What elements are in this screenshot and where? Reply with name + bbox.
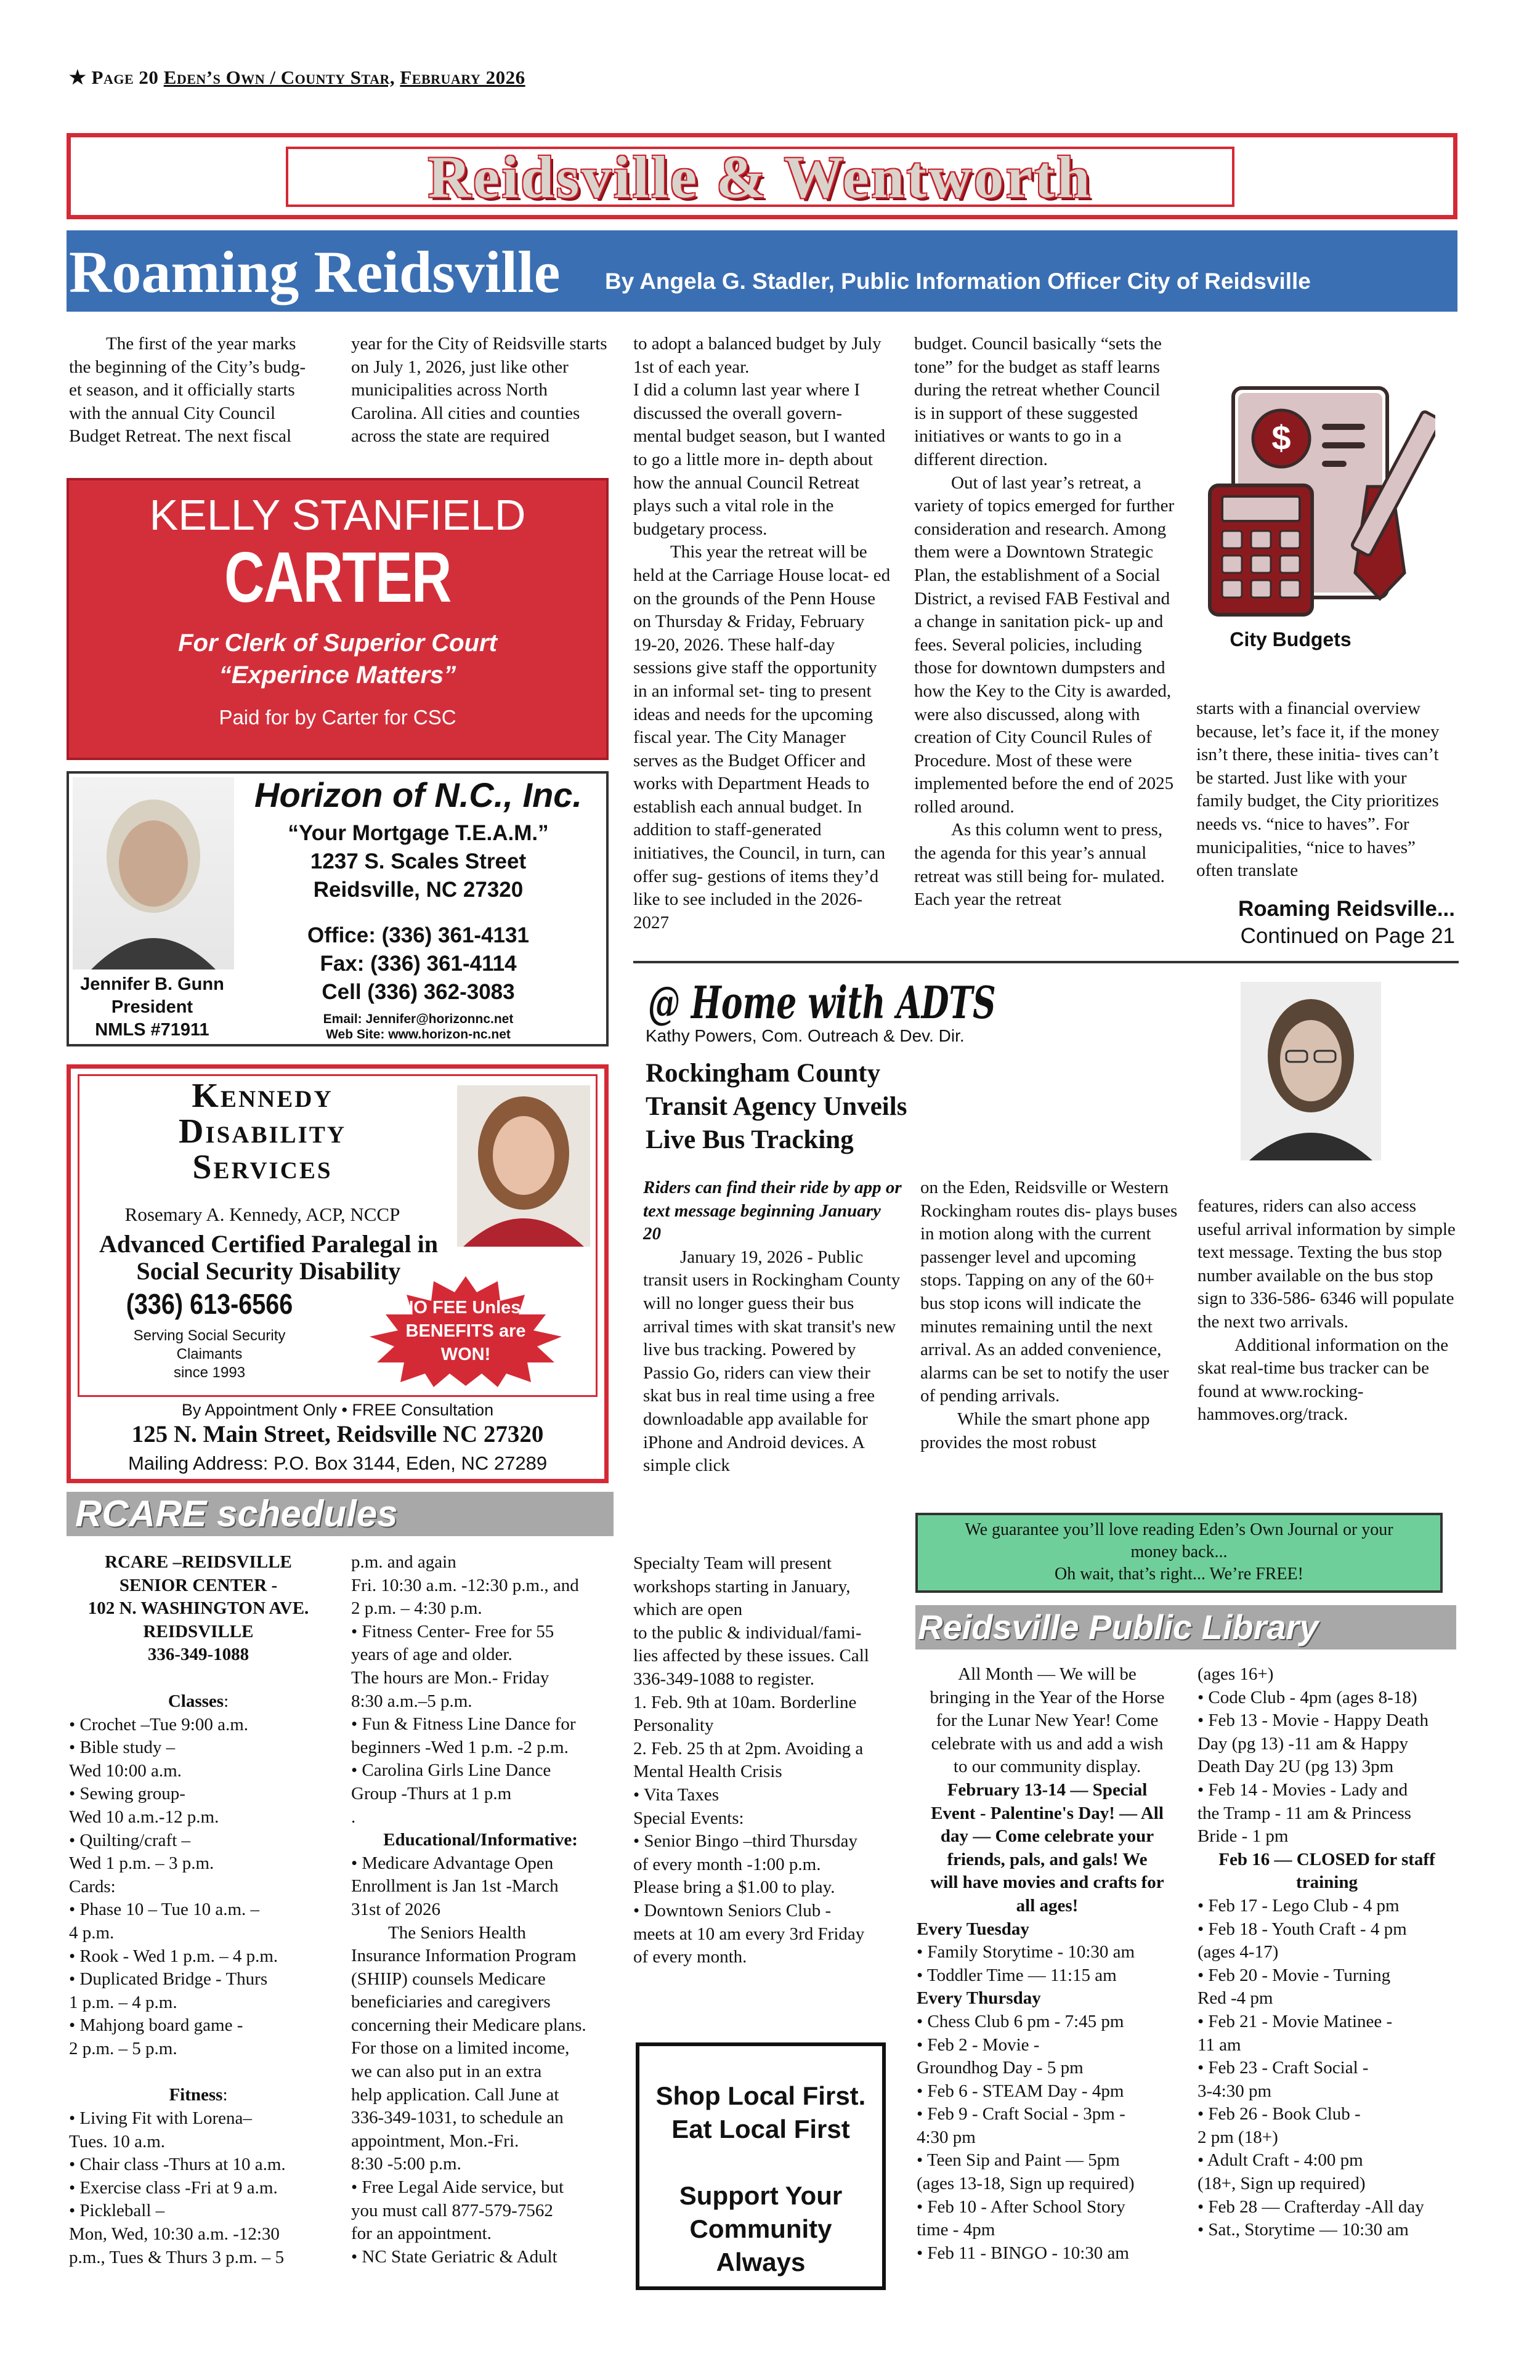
rcare-classes-heading: Classes: (168, 1691, 229, 1711)
list-item: • Feb 11 - BINGO - 10:30 am (917, 2243, 1129, 2263)
list-item: • Fitness Center- Free for 55 (351, 1621, 554, 1641)
portrait-icon (457, 1085, 590, 1247)
list-item: Wed 10 a.m.-12 p.m. (69, 1807, 219, 1827)
list-item: • Feb 23 - Craft Social - (1198, 2058, 1369, 2078)
library-intro (917, 1663, 1178, 1779)
article-paragraph: to adopt a balanced budget by July 1st of each year. (633, 334, 881, 377)
list-item: 2. Feb. 25 th at 2pm. Avoiding a (633, 1738, 864, 1759)
article-paragraph: This year the retreat will be held at the Carriage House locat- ed on the grounds of the Penn House on Thursday & Friday, February 19-20, 2026. These half-day sessions give staff the opportunity in an informal set- ting to present ideas and needs for the upcoming fiscal year. The City Manager serves as the Budget Officer and works with Department Heads to establish each annual budget. In addition to staff-generated initiatives, the Council, in turn, can offer sug- gestions of items they’d like to see included in the 2026-2027 (633, 542, 891, 933)
kennedy-ad-address: 125 N. Main Street, Reidsville NC 27320 (131, 1421, 544, 1447)
list-item: help application. Call June at (351, 2084, 559, 2105)
list-item: 2 p.m. – 4:30 p.m. (351, 1598, 482, 1619)
graphic-label: City Budgets (1230, 628, 1352, 650)
list-item: • Exercise class -Fri at 9 a.m. (69, 2177, 278, 2198)
adts-column-1 (643, 1176, 902, 1478)
list-item: beneficiaries and caregivers (351, 1992, 551, 2012)
list-item: p.m. and again (351, 1552, 456, 1572)
list-item: Mon, Wed, 10:30 a.m. -12:30 (69, 2224, 280, 2244)
list-item: p.m., Tues & Thurs 3 p.m. – 5 (69, 2247, 285, 2267)
horizon-ad-office-phone: Office: (336) 361-4131 (307, 923, 529, 947)
rcare-center-info (69, 1551, 328, 1667)
list-item: appointment, Mon.-Fri. (351, 2131, 519, 2151)
rcare-fitness-heading: Fitness: (169, 2085, 228, 2105)
list-item: 8:30 a.m.–5 p.m. (351, 1691, 472, 1711)
person-nmls: NMLS #71911 (95, 1020, 209, 1040)
no-fee-starburst (361, 1276, 570, 1387)
adts-paragraph: on the Eden, Reidsville or Western Rockingham routes dis- plays buses in motion along with the current passenger level and upcoming stops. Tapping on any of the 60+ bus stop icons will indicate the minutes remaining until the next arrival. As an added convenience, alarms can be set to notify the user of pending arrivals. (920, 1178, 1178, 1406)
person-title: President (111, 997, 193, 1017)
list-item: • Downtown Seniors Club - (633, 1900, 832, 1921)
no-fee-line: NO FEE Unless (400, 1298, 531, 1318)
divider (633, 961, 1459, 963)
intro-line: All Month — We will be (958, 1664, 1137, 1684)
list-item: • Living Fit with Lorena– (69, 2108, 252, 2129)
library-closed-notice (1198, 1848, 1456, 1895)
folio-publication: Eden’s Own / County Star, (163, 67, 395, 88)
carter-ad-slogan: “Experince Matters” (219, 662, 456, 689)
list-item: • Toddler Time — 11:15 am (917, 1965, 1117, 1985)
section-banner-title: Reidsville & Wentworth (428, 144, 1093, 210)
list-item: (ages 13-18, Sign up required) (917, 2174, 1135, 2194)
horizon-ad-slogan: “Your Mortgage T.E.A.M.” (288, 821, 549, 845)
list-item: • Phase 10 – Tue 10 a.m. – (69, 1900, 260, 1920)
list-item: • Feb 9 - Craft Social - 3pm - (917, 2104, 1125, 2124)
list-item: 8:30 -5:00 p.m. (351, 2154, 461, 2174)
article-column-3 (633, 333, 892, 934)
library-column-2 (1198, 1663, 1456, 2242)
list-item: Mental Health Crisis (633, 1762, 782, 1782)
svg-text:$: $ (1271, 418, 1291, 457)
list-item: lies affected by these issues. Call (633, 1646, 869, 1666)
list-item: • Feb 28 — Crafterday -All day (1198, 2196, 1424, 2217)
adts-paragraph: Additional information on the skat real-time bus tracker can be found at www.rocking- hammoves.org/track. (1198, 1335, 1449, 1425)
notice-line: money back... (1130, 1542, 1228, 1561)
list-item: Wed 10:00 a.m. (69, 1760, 182, 1781)
list-item: years of age and older. (351, 1645, 513, 1665)
star-icon: ★ (69, 67, 87, 88)
article-paragraph: I did a column last year where I discussed the overall govern- mental budget season, but I wanted to go a little more in- depth about how the annual Council Retreat plays such a vital role in the budgetary process. (633, 380, 886, 539)
kennedy-ad-serving (92, 1327, 326, 1382)
spacer (639, 2146, 882, 2179)
continued-page: Continued on Page 21 (1240, 924, 1455, 948)
kennedy-ad-phone: (336) 613-6566 (126, 1288, 293, 1320)
rosemary-kennedy-photo (457, 1085, 590, 1247)
notice-line: We guarantee you’ll love reading Eden’s Own Journal or your (965, 1520, 1393, 1539)
closed-line: Feb 16 — CLOSED for staff (1218, 1849, 1435, 1869)
list-item: the Tramp - 11 am & Princess (1198, 1803, 1411, 1823)
list-item: to the public & individual/fami- (633, 1622, 862, 1643)
list-item: Fri. 10:30 a.m. -12:30 p.m., and (351, 1575, 579, 1595)
fitness-label: Fitness (169, 2085, 223, 2105)
budget-calculator-icon (1201, 370, 1435, 628)
list-item: 336-349-1088 to register. (633, 1669, 814, 1689)
rcare-center-line: SENIOR CENTER - (119, 1575, 278, 1595)
horizon-ad-fax: Fax: (336) 361-4114 (320, 952, 517, 976)
free-paper-notice (915, 1513, 1443, 1593)
list-item: • Rook - Wed 1 p.m. – 4 p.m. (69, 1946, 278, 1966)
article-paragraph: year for the City of Reidsville starts on July 1, 2026, just like other municipalities across North Carolina. All cities and counties across the state are required (351, 334, 607, 447)
carter-ad-office: For Clerk of Superior Court (178, 629, 497, 657)
notice-line: Oh wait, that’s right... We’re FREE! (1055, 1564, 1303, 1584)
list-item: (18+, Sign up required) (1198, 2174, 1366, 2194)
kennedy-serving-line: Serving Social Security (133, 1327, 286, 1344)
rcare-center-line: 102 N. WASHINGTON AVE. (87, 1598, 309, 1619)
list-item: • Code Club - 4pm (ages 8-18) (1198, 1687, 1417, 1707)
city-budgets-graphic (1201, 370, 1435, 659)
list-item: • Adult Craft - 4:00 pm (1198, 2150, 1363, 2171)
list-item: 4:30 pm (917, 2127, 976, 2147)
carter-campaign-ad (67, 478, 609, 760)
list-item: • Fun & Fitness Line Dance for (351, 1714, 576, 1734)
rcare-column-2 (351, 1551, 610, 2269)
kennedy-ad-appointment: By Appointment Only • FREE Consultation (181, 1401, 494, 1419)
list-item: • Feb 14 - Movies - Lady and (1198, 1779, 1408, 1800)
adts-paragraph: features, riders can also access useful arrival information by simple text message. Texting the bus stop number available on the bus stop sign to 336-586- 6346 will populate the next two arrivals. (1198, 1196, 1456, 1332)
list-item: Red -4 pm (1198, 1988, 1273, 2009)
adts-headline-line: Live Bus Tracking (646, 1125, 854, 1154)
list-item: Insurance Information Program (351, 1946, 577, 1966)
rcare-column-1 (69, 1551, 328, 2269)
list-item: • Carolina Girls Line Dance (351, 1760, 551, 1781)
article-column-1 (69, 333, 315, 448)
educational-heading: Educational/Informative: (383, 1830, 578, 1850)
list-item: • Feb 2 - Movie - (917, 2034, 1040, 2055)
person-name: Jennifer B. Gunn (80, 974, 224, 994)
folio-page: Page 20 (91, 67, 159, 88)
horizon-ad-web (237, 1011, 600, 1042)
list-item: • Senior Bingo –third Thursday (633, 1831, 858, 1852)
library-heading: Reidsville Public Library (918, 1608, 1319, 1646)
list-item: The hours are Mon.- Friday (351, 1667, 549, 1688)
page-folio (69, 67, 525, 89)
continued-note (1196, 896, 1455, 950)
article-byline: By Angela G. Stadler, Public Information Officer City of Reidsville (605, 269, 1311, 294)
no-fee-line: WON! (440, 1345, 491, 1364)
list-item: 1. Feb. 9th at 10am. Borderline (633, 1692, 857, 1712)
list-item: • Feb 21 - Movie Matinee - (1198, 2011, 1393, 2031)
list-item: (ages 16+) (1198, 1664, 1274, 1684)
list-item: Group -Thurs at 1 p.m (351, 1783, 512, 1803)
list-item: concerning their Medicare plans. (351, 2015, 586, 2035)
classes-label: Classes (168, 1691, 224, 1711)
adts-column-3 (1198, 1195, 1456, 1427)
folio-date: February 2026 (400, 67, 525, 88)
list-item: • Feb 26 - Book Club - (1198, 2104, 1361, 2124)
kennedy-headline-line: Advanced Certified Paralegal in (99, 1230, 438, 1258)
kathy-powers-photo (1241, 982, 1381, 1160)
horizon-ad-website: Web Site: www.horizon-nc.net (326, 1027, 511, 1042)
adts-paragraph: While the smart phone app provides the most robust (920, 1409, 1150, 1452)
intro-line: for the Lunar New Year! Come (936, 1710, 1159, 1731)
list-item: workshops starting in January, (633, 1576, 851, 1597)
adts-lead: Riders can find their ride by app or text message beginning January 20 (643, 1178, 902, 1244)
list-item: for an appointment. (351, 2224, 492, 2244)
list-item: (ages 4-17) (1198, 1942, 1279, 1962)
list-item: 1 p.m. – 4 p.m. (69, 1992, 177, 2012)
list-item: • Feb 17 - Lego Club - 4 pm (1198, 1895, 1400, 1916)
horizon-ad-person (69, 973, 235, 1042)
jennifer-gunn-photo (73, 777, 234, 969)
list-item: • Bible study – (69, 1738, 176, 1758)
list-item: 2 p.m. – 5 p.m. (69, 2038, 177, 2058)
list-item: Special Events: (633, 1808, 744, 1828)
intro-line: celebrate with us and add a wish (931, 1733, 1164, 1754)
special-line: February 13-14 — Special (947, 1779, 1148, 1800)
rcare-center-line: 336-349-1088 (147, 1645, 249, 1665)
horizon-ad-address (237, 819, 600, 904)
list-item: • Feb 20 - Movie - Turning (1198, 1965, 1391, 1985)
carter-ad-name: KELLY STANFIELD (149, 491, 526, 539)
kennedy-title-line: Services (192, 1148, 333, 1186)
article-paragraph: As this column went to press, the agenda for this year’s annual retreat was still being for- mulated. Each year the retreat (914, 820, 1165, 910)
rcare-fitness-list (69, 2107, 328, 2269)
rcare-center-line: REIDSVILLE (143, 1621, 254, 1641)
horizon-ad-cell: Cell (336) 362-3083 (322, 980, 515, 1004)
kennedy-title-line: Kennedy (192, 1077, 333, 1115)
horizon-ad-email: Email: Jennifer@horizonnc.net (323, 1012, 514, 1026)
intro-line: bringing in the Year of the Horse (930, 1687, 1165, 1707)
portrait-icon (73, 777, 234, 969)
list-item: of every month. (633, 1947, 747, 1967)
adts-headline-line: Transit Agency Unveils (646, 1092, 907, 1121)
horizon-ad-phones (237, 921, 600, 1006)
horizon-ad-street: 1237 S. Scales Street (310, 849, 527, 873)
shop-local-line: Always (716, 2248, 806, 2277)
special-line: will have movies and crafts for (930, 1872, 1164, 1893)
article-title: Roaming Reidsville (69, 239, 561, 305)
list-item: 11 am (1198, 2034, 1241, 2055)
closed-line: training (1296, 1872, 1358, 1893)
list-item: of every month -1:00 p.m. (633, 1854, 821, 1874)
list-item: Please bring a $1.00 to play. (633, 1877, 835, 1898)
list-item: • Feb 13 - Movie - Happy Death (1198, 1710, 1429, 1731)
adts-headline-line: Rockingham County (646, 1059, 881, 1088)
list-item: Cards: (69, 1876, 116, 1896)
list-item: 4 p.m. (69, 1922, 115, 1943)
list-item: which are open (633, 1600, 743, 1620)
adts-headline (646, 1057, 907, 1157)
list-item: • Pickleball – (69, 2201, 165, 2221)
list-item: • Sat., Storytime — 10:30 am (1198, 2220, 1409, 2240)
shop-local-line: Support Your (679, 2181, 843, 2210)
carter-ad-paid-by: Paid for by Carter for CSC (219, 706, 456, 729)
list-item: we can also put in an extra (351, 2062, 542, 2082)
article-paragraph: The first of the year marks the beginning of the City’s budg- et season, and it officially starts with the annual City Council Budget Retreat. The next fiscal (69, 334, 306, 447)
adts-paragraph: January 19, 2026 - Public transit users in Rockingham County will no longer guess their bus arrival times with skat transit's new live bus tracking. Powered by Passio Go, riders can view their skat bus in real time using a free downloadable app available for iPhone and Android devices. A simple click (643, 1247, 901, 1476)
list-item: • Chess Club 6 pm - 7:45 pm (917, 2011, 1124, 2031)
list-item: (SHIIP) counsels Medicare (351, 1969, 546, 1989)
list-item: beginners -Wed 1 p.m. -2 p.m. (351, 1737, 569, 1757)
kennedy-title-line: Disability (178, 1112, 347, 1151)
list-item: • NC State Geriatric & Adult (351, 2246, 557, 2267)
list-item: time - 4pm (917, 2220, 995, 2240)
list-item: • Feb 6 - STEAM Day - 4pm (917, 2081, 1124, 2101)
adts-column-2 (920, 1176, 1181, 1454)
kennedy-serving-line: Claimants (176, 1346, 243, 1362)
kennedy-ad-person: Rosemary A. Kennedy, ACP, NCCP (124, 1204, 400, 1225)
list-item: • Duplicated Bridge - Thurs (69, 1969, 268, 1989)
article-paragraph: Out of last year’s retreat, a variety of topics emerged for further consideration and research. Among them were a Downtown Strategic Plan, the establishment of a Social District, a revised FAB Festival and a change in sanitation pick- up and fees. Several policies, including those for downtown dumpsters and how the Key to the City is awarded, were also discussed, along with creation of City Council Rules of Procedure. Most of these were implemented before the end of 2025 rolled around. (914, 472, 1175, 817)
intro-line: to our community display. (953, 1757, 1141, 1777)
special-line: all ages! (1016, 1895, 1079, 1916)
list-item: • Teen Sip and Paint — 5pm (917, 2150, 1120, 2171)
rcare-column-3 (633, 1552, 892, 1969)
article-column-4 (914, 333, 1175, 912)
list-item: Day (pg 13) -11 am & Happy (1198, 1733, 1409, 1754)
list-item: • Mahjong board game - (69, 2015, 243, 2036)
rcare-classes-list (69, 1714, 328, 2061)
article-column-5 (1196, 697, 1455, 883)
list-item: • Free Legal Aide service, but (351, 2177, 564, 2198)
special-line: day — Come celebrate your (940, 1826, 1154, 1847)
library-special-event (917, 1779, 1178, 1918)
carter-ad-surname: CARTER (224, 537, 451, 617)
portrait-icon (1241, 982, 1381, 1160)
list-item: you must call 877-579-7562 (351, 2200, 553, 2220)
tuesday-heading: Every Tuesday (917, 1919, 1029, 1939)
list-item: • Feb 10 - After School Story (917, 2196, 1125, 2217)
shop-local-box (636, 2042, 886, 2290)
thursday-heading: Every Thursday (917, 1988, 1041, 2009)
rcare-center-line: RCARE –REIDSVILLE (105, 1552, 292, 1572)
special-line: Event - Palentine's Day! — All (931, 1803, 1164, 1823)
list-item: 336-349-1031, to schedule an (351, 2108, 564, 2128)
shop-local-line: Shop Local First. (655, 2081, 866, 2110)
list-item: Specialty Team will present (633, 1553, 832, 1573)
list-item: Personality (633, 1715, 714, 1736)
list-item: • Chair class -Thurs at 10 a.m. (69, 2155, 286, 2175)
rcare-heading: RCARE schedules (75, 1493, 398, 1534)
article-column-2 (351, 333, 610, 448)
list-item: • Sewing group- (69, 1784, 185, 1804)
list-item: • Vita Taxes (633, 1784, 719, 1805)
list-item: 3-4:30 pm (1198, 2081, 1272, 2101)
shop-local-line: Community (689, 2214, 832, 2243)
list-item: • Family Storytime - 10:30 am (917, 1942, 1135, 1962)
list-item: • Medicare Advantage Open (351, 1853, 554, 1873)
article-paragraph: budget. Council basically “sets the tone” for the budget as staff learns during the retreat whether Council is in support of these suggested initiatives or wants to go in a different direction. (914, 334, 1162, 469)
kennedy-serving-line: since 1993 (173, 1364, 246, 1381)
list-item: Enrollment is Jan 1st -March (351, 1876, 559, 1896)
article-paragraph: starts with a financial overview because, let’s face it, if the money isn’t there, these initia- tives can’t be started. Just like with your family budget, the City prioritizes needs vs. “nice to haves”. For municipalities, “nice to haves” often translate (1196, 698, 1440, 881)
list-item: Death Day 2U (pg 13) 3pm (1198, 1757, 1394, 1777)
kennedy-ad-title (78, 1078, 447, 1185)
list-item: • Crochet –Tue 9:00 a.m. (69, 1714, 249, 1734)
list-item: meets at 10 am every 3rd Friday (633, 1924, 865, 1944)
continued-title: Roaming Reidsville... (1238, 897, 1455, 921)
list-item: Wed 1 p.m. – 3 p.m. (69, 1853, 214, 1874)
list-item: • Feb 18 - Youth Craft - 4 pm (1198, 1919, 1407, 1939)
list-item: . (351, 1807, 356, 1827)
kennedy-headline-line: Social Security Disability (136, 1257, 401, 1285)
list-item: 31st of 2026 (351, 1899, 440, 1919)
list-item: Tues. 10 a.m. (69, 2131, 166, 2151)
horizon-ad-title: Horizon of N.C., Inc. (254, 775, 582, 814)
list-item: Bride - 1 pm (1198, 1826, 1289, 1847)
shop-local-line: Eat Local First (671, 2115, 850, 2143)
adts-column-title: @ Home with ADTS (648, 976, 996, 1029)
no-fee-text (361, 1296, 570, 1366)
list-item: Groundhog Day - 5 pm (917, 2058, 1084, 2078)
horizon-ad-city: Reidsville, NC 27320 (313, 878, 524, 902)
kennedy-ad-mailing: Mailing Address: P.O. Box 3144, Eden, NC 27289 (128, 1452, 548, 1474)
list-item: For those on a limited income, (351, 2038, 570, 2058)
adts-column-byline: Kathy Powers, Com. Outreach & Dev. Dir. (646, 1026, 965, 1045)
no-fee-line: BENEFITS are (405, 1321, 526, 1341)
list-item: 2 pm (18+) (1198, 2127, 1278, 2147)
library-column-1 (917, 1663, 1178, 2265)
special-line: friends, pals, and gals! We (947, 1849, 1148, 1869)
list-item: The Seniors Health (388, 1922, 526, 1943)
list-item: • Quilting/craft – (69, 1830, 190, 1850)
